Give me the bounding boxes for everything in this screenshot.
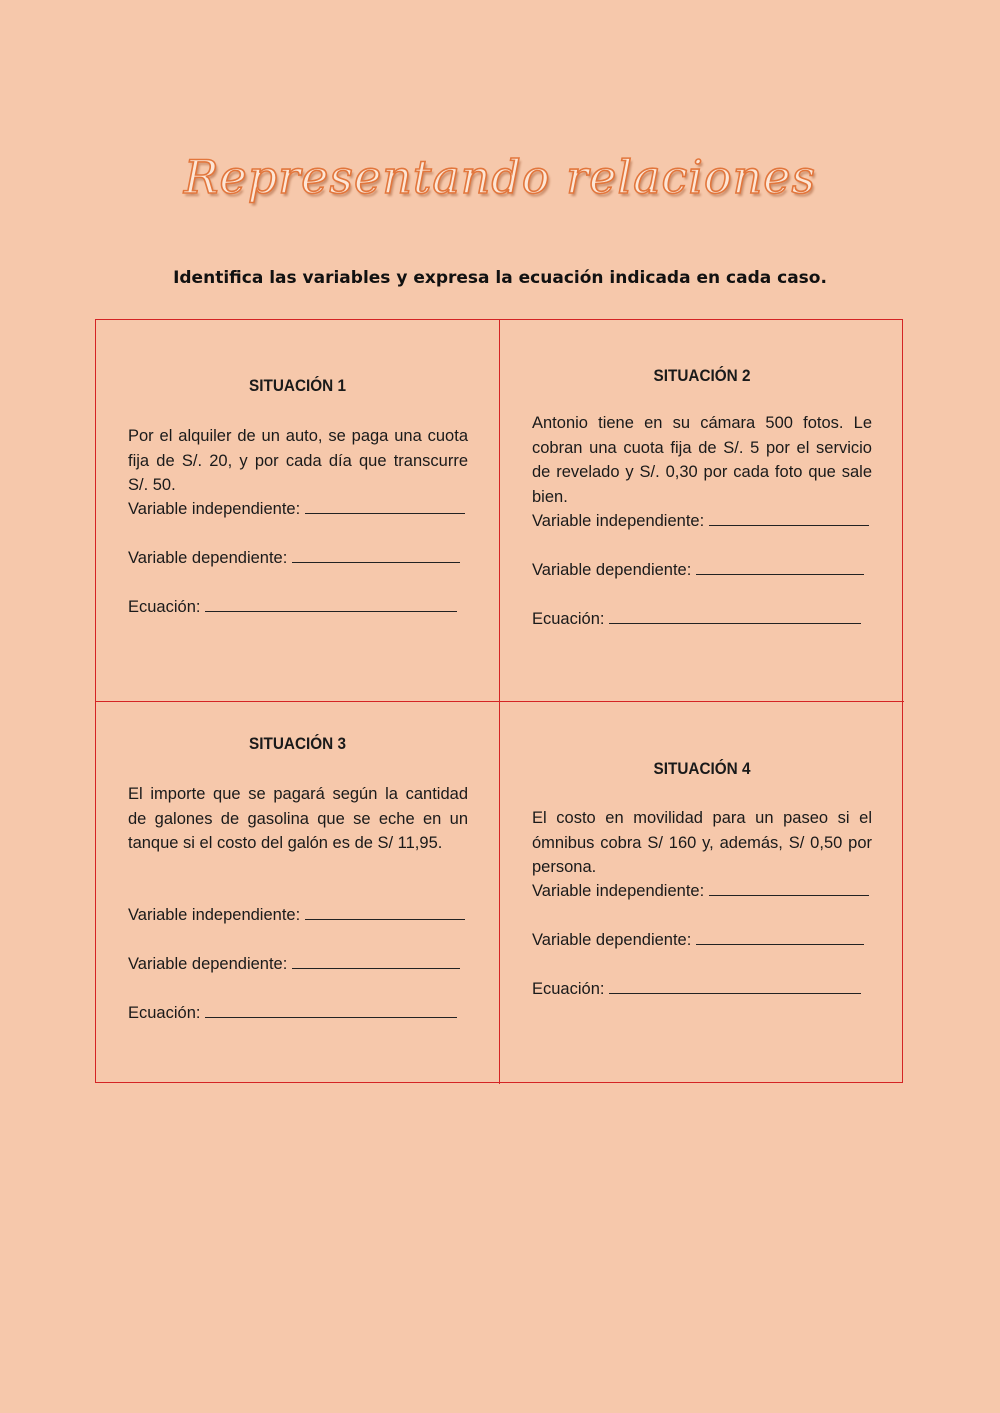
situation-3-description: El importe que se pagará según la cantidad de galones de gasolina que se eche en un tanque si el costo del galón es de S/ 11,95. xyxy=(128,785,468,852)
situation-2-card xyxy=(500,320,904,702)
dependent-blank[interactable] xyxy=(696,930,864,945)
equation-label: Ecuación: xyxy=(532,980,605,998)
independent-blank[interactable] xyxy=(305,905,465,920)
situation-1-dependent-field[interactable] xyxy=(128,548,460,568)
situation-2-title: SITUACIÓN 2 xyxy=(653,366,751,385)
page-title: Representando relaciones xyxy=(183,150,817,204)
dependent-label: Variable dependiente: xyxy=(532,561,692,579)
situation-2-dependent-field[interactable] xyxy=(532,560,864,580)
situation-3-card xyxy=(96,702,500,1084)
situation-2-independent-field[interactable] xyxy=(532,511,869,531)
situation-4-dependent-field[interactable] xyxy=(532,930,864,950)
situation-1-independent-field[interactable] xyxy=(128,499,465,519)
equation-label: Ecuación: xyxy=(128,598,201,616)
dependent-label: Variable dependiente: xyxy=(128,549,288,567)
independent-blank[interactable] xyxy=(709,881,869,896)
situation-3-independent-field[interactable] xyxy=(128,905,465,925)
dependent-blank[interactable] xyxy=(696,560,864,575)
independent-label: Variable independiente: xyxy=(128,906,301,924)
situation-2-equation-field[interactable] xyxy=(532,609,861,629)
situation-1-equation-field[interactable] xyxy=(128,597,457,617)
situation-3-dependent-field[interactable] xyxy=(128,954,460,974)
situation-4-independent-field[interactable] xyxy=(532,881,869,901)
situation-1-title: SITUACIÓN 1 xyxy=(249,376,346,395)
situations-grid xyxy=(95,319,903,1083)
equation-blank[interactable] xyxy=(205,1003,457,1018)
situation-1-description: Por el alquiler de un auto, se paga una cuota fija de S/. 20, y por cada día que transcurre S/. 50. xyxy=(128,427,468,494)
independent-label: Variable independiente: xyxy=(532,882,705,900)
situation-1-card xyxy=(96,320,500,702)
situation-3-title: SITUACIÓN 3 xyxy=(249,734,346,753)
equation-label: Ecuación: xyxy=(532,610,605,628)
situation-4-description: El costo en movilidad para un paseo si el ómnibus cobra S/ 160 y, además, S/ 0,50 por persona. xyxy=(532,809,872,876)
equation-blank[interactable] xyxy=(609,609,861,624)
dependent-label: Variable dependiente: xyxy=(128,955,288,973)
independent-blank[interactable] xyxy=(305,499,465,514)
equation-label: Ecuación: xyxy=(128,1004,201,1022)
independent-blank[interactable] xyxy=(709,511,869,526)
equation-blank[interactable] xyxy=(205,597,457,612)
dependent-blank[interactable] xyxy=(292,954,460,969)
equation-blank[interactable] xyxy=(609,979,861,994)
situation-4-title: SITUACIÓN 4 xyxy=(653,759,751,778)
situation-2-description: Antonio tiene en su cámara 500 fotos. Le cobran una cuota fija de S/. 5 por el servicio de revelado y S/. 0,30 por cada foto que sale bien. xyxy=(532,414,872,506)
situation-3-equation-field[interactable] xyxy=(128,1003,457,1023)
situation-4-card xyxy=(500,702,904,1084)
independent-label: Variable independiente: xyxy=(532,512,705,530)
independent-label: Variable independiente: xyxy=(128,500,301,518)
dependent-label: Variable dependiente: xyxy=(532,931,692,949)
instructions: Identifica las variables y expresa la ecuación indicada en cada caso. xyxy=(173,268,827,288)
situation-4-equation-field[interactable] xyxy=(532,979,861,999)
dependent-blank[interactable] xyxy=(292,548,460,563)
